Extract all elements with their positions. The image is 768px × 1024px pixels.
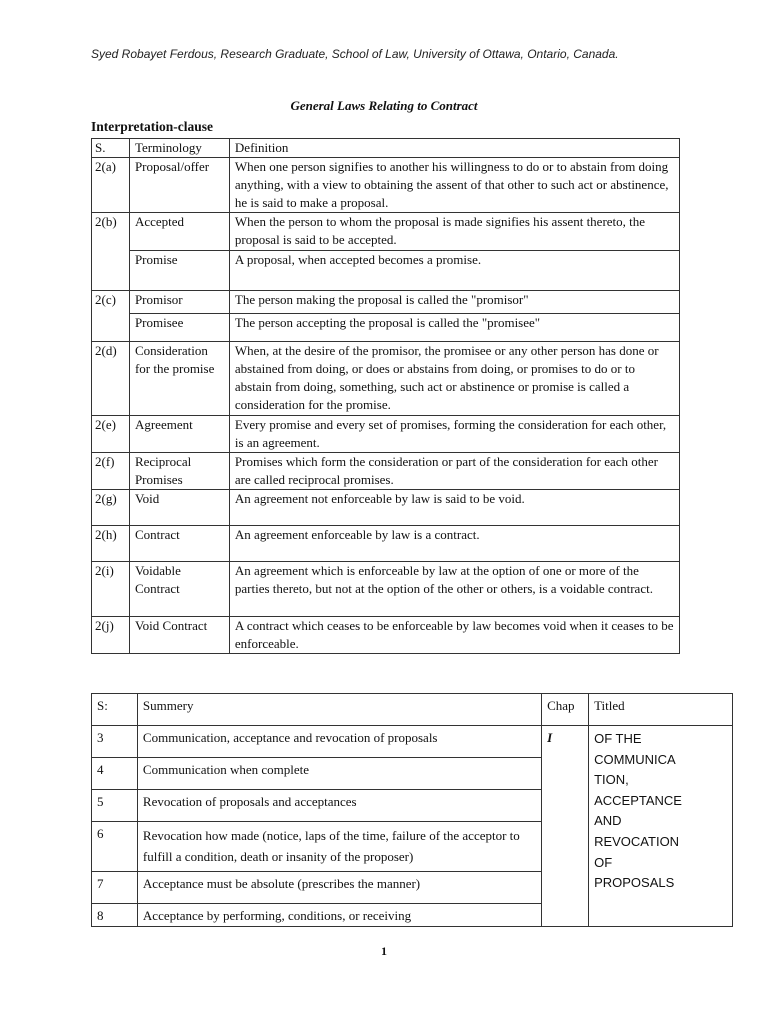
interpretation-table (91, 138, 680, 654)
definition: Every promise and every set of promises, forming the consideration for each other, is an agreement. (229, 416, 679, 453)
term: Contract (129, 526, 229, 562)
section-number: 2(h) (92, 526, 130, 562)
column-header-titled: Titled (589, 694, 733, 726)
definition: A contract which ceases to be enforceable by law becomes void when it ceases to be enforceable. (229, 617, 679, 654)
titled-cell (589, 726, 733, 927)
table-row (92, 526, 680, 562)
chapter-title-line: REVOCATION (594, 833, 680, 849)
section-number: 2(j) (92, 617, 130, 654)
table-row (92, 251, 680, 291)
table-row (92, 726, 733, 758)
term: Agreement (129, 416, 229, 453)
definition: The person accepting the proposal is called the "promisee" (229, 314, 679, 342)
definition: An agreement enforceable by law is a contract. (229, 526, 679, 562)
summary-text: Acceptance by performing, conditions, or receiving (137, 904, 541, 927)
table-row (92, 617, 680, 654)
section-number: 2(d) (92, 342, 130, 416)
section-number: 2(f) (92, 453, 130, 490)
chapter-title-line: OF THE (594, 731, 642, 746)
table-row (92, 490, 680, 526)
chapter-number: I (547, 730, 553, 745)
term: Void (129, 490, 229, 526)
table-row (92, 158, 680, 213)
section-number: 6 (92, 822, 138, 872)
definition: An agreement not enforceable by law is said to be void. (229, 490, 679, 526)
chapter-cell (542, 726, 589, 927)
column-header-s: S: (92, 694, 138, 726)
definition: An agreement which is enforceable by law at the option of one or more of the parties thereto, but not at the option of the other or others, is a voidable contract. (229, 562, 679, 617)
section-number: 2(b) (92, 213, 130, 291)
term: Promisee (129, 314, 229, 342)
term: Reciprocal Promises (129, 453, 229, 490)
table-header-row (92, 694, 733, 726)
column-header-terminology: Terminology (129, 139, 229, 158)
chapter-title-line: COMMUNICA (594, 751, 676, 767)
chapter-title-line: ACCEPTANCE (594, 792, 682, 808)
definition: A proposal, when accepted becomes a promise. (229, 251, 679, 291)
page-number: 1 (381, 944, 387, 958)
definition: When the person to whom the proposal is made signifies his assent thereto, the proposal is said to be accepted. (229, 213, 679, 251)
summary-text: Acceptance must be absolute (prescribes the manner) (137, 872, 541, 904)
term: Voidable Contract (129, 562, 229, 617)
section-number: 2(i) (92, 562, 130, 617)
table-row (92, 416, 680, 453)
chapter-title-line: OF (594, 854, 613, 870)
section-number: 2(e) (92, 416, 130, 453)
term: Promisor (129, 291, 229, 314)
definition: When, at the desire of the promisor, the promisee or any other person has done or abstained from doing, or does or abstains from doing, or promises to do or to abstain from doing, something, such act or abstinence or promise is called a consideration for the promise. (229, 342, 679, 416)
table-row (92, 562, 680, 617)
column-header-summary: Summery (137, 694, 541, 726)
summary-text: Communication when complete (137, 758, 541, 790)
definition: When one person signifies to another his willingness to do or to abstain from doing anything, with a view to obtaining the assent of that other to such act or abstinence, he is said to make a proposal. (229, 158, 679, 213)
table-row (92, 291, 680, 314)
document-title: General Laws Relating to Contract (290, 98, 478, 113)
chapter-title-line: AND (594, 813, 622, 829)
table-row (92, 314, 680, 342)
table-header-row (92, 139, 680, 158)
summary-text: Revocation of proposals and acceptances (137, 790, 541, 822)
section-number: 5 (92, 790, 138, 822)
author-header: Syed Robayet Ferdous, Research Graduate, School of Law, University of Ottawa, Ontario, Canada. (91, 47, 619, 61)
summary-text: Communication, acceptance and revocation of proposals (137, 726, 541, 758)
summary-text: Revocation how made (notice, laps of the time, failure of the acceptor to fulfill a condition, death or insanity of the proposer) (137, 822, 541, 872)
section-number: 4 (92, 758, 138, 790)
chapter-title-line: TION, (594, 772, 629, 788)
term: Accepted (129, 213, 229, 251)
section-number: 7 (92, 872, 138, 904)
column-header-definition: Definition (229, 139, 679, 158)
term: Consideration for the promise (129, 342, 229, 416)
section-number: 2(a) (92, 158, 130, 213)
term: Void Contract (129, 617, 229, 654)
chapter-title-line: PROPOSALS (594, 875, 675, 891)
definition: The person making the proposal is called the "promisor" (229, 291, 679, 314)
table-row (92, 213, 680, 251)
column-header-s: S. (92, 139, 130, 158)
column-header-chap: Chap (542, 694, 589, 726)
section-number: 2(g) (92, 490, 130, 526)
section-number: 8 (92, 904, 138, 927)
term: Promise (129, 251, 229, 291)
section-number: 3 (92, 726, 138, 758)
definition: Promises which form the consideration or part of the consideration for each other are called reciprocal promises. (229, 453, 679, 490)
section-number: 2(c) (92, 291, 130, 342)
term: Proposal/offer (129, 158, 229, 213)
section-heading: Interpretation-clause (91, 119, 213, 134)
table-row (92, 342, 680, 416)
table-row (92, 453, 680, 490)
summary-table (91, 693, 733, 927)
